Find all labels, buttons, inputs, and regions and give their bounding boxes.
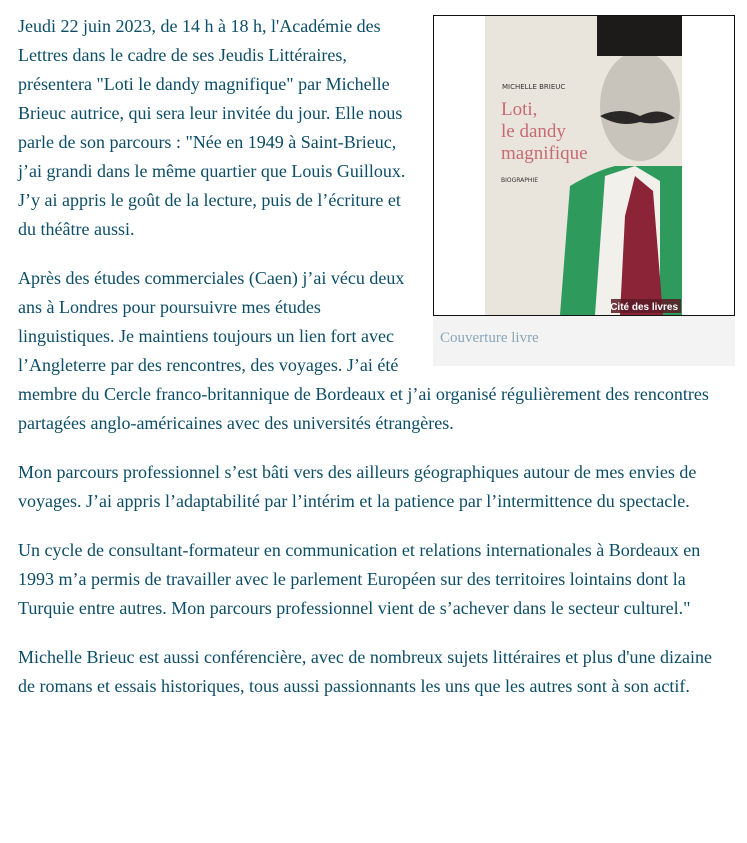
cover-publisher: Cité des livres bbox=[610, 302, 678, 313]
cover-title-2: le dandy bbox=[501, 121, 566, 142]
paragraph: Jeudi 22 juin 2023, de 14 h à 18 h, l'Académie des Lettres dans le cadre de ses Jeudis Littéraires, présentera "Loti le dandy magnifique" par Michelle Brieuc autrice, qui sera leur invitée du jour. Elle nous parle de son parcours : "Née en 1949 à Saint-Brieuc, j’ai grandi dans le même quartier que Louis Guilloux. J’y ai appris le goût de la lecture, puis de l’écriture et du théâtre aussi. bbox=[18, 16, 406, 239]
article-body bbox=[18, 12, 718, 721]
book-cover-image bbox=[485, 16, 682, 315]
paragraph: Mon parcours professionnel s’est bâti vers des ailleurs géographiques autour de mes envies de voyages. J’ai appris l’adaptabilité par l’intérim et la patience par l’intermittence du spectacle. bbox=[18, 462, 697, 511]
paragraph: Après des études commerciales (Caen) j’ai vécu deux ans à Londres pour poursuivre mes études linguistiques. Je maintiens toujours un lien fort avec l’Angleterre par des rencontres, des voyages. J’ai été membre du Cercle franco-britannique de Bordeaux et j’ai organisé régulièrement des rencontres partagées anglo-américaines avec des universités étrangères. bbox=[18, 268, 709, 433]
cover-title-1: Loti, bbox=[501, 99, 538, 120]
cover-author: MICHELLE BRIEUC bbox=[502, 83, 566, 91]
cover-title-3: magnifique bbox=[501, 143, 588, 164]
paragraph: Un cycle de consultant-formateur en communication et relations internationales à Bordeaux en 1993 m’a permis de travailler avec le parlement Européen sur des territoires lointains dont la Turquie entre autres. Mon parcours professionnel vient de s’achever dans le secteur culturel." bbox=[18, 540, 701, 618]
book-cover-frame[interactable] bbox=[433, 15, 735, 316]
paragraph: Michelle Brieuc est aussi conférencière, avec de nombreux sujets littéraires et plus d'une dizaine de romans et essais historiques, tous aussi passionnants les uns que les autres sont à son actif. bbox=[18, 647, 712, 696]
figure-caption: Couverture livre bbox=[433, 316, 735, 366]
book-cover-figure bbox=[433, 15, 735, 366]
cover-genre: BIOGRAPHIE bbox=[501, 177, 538, 184]
